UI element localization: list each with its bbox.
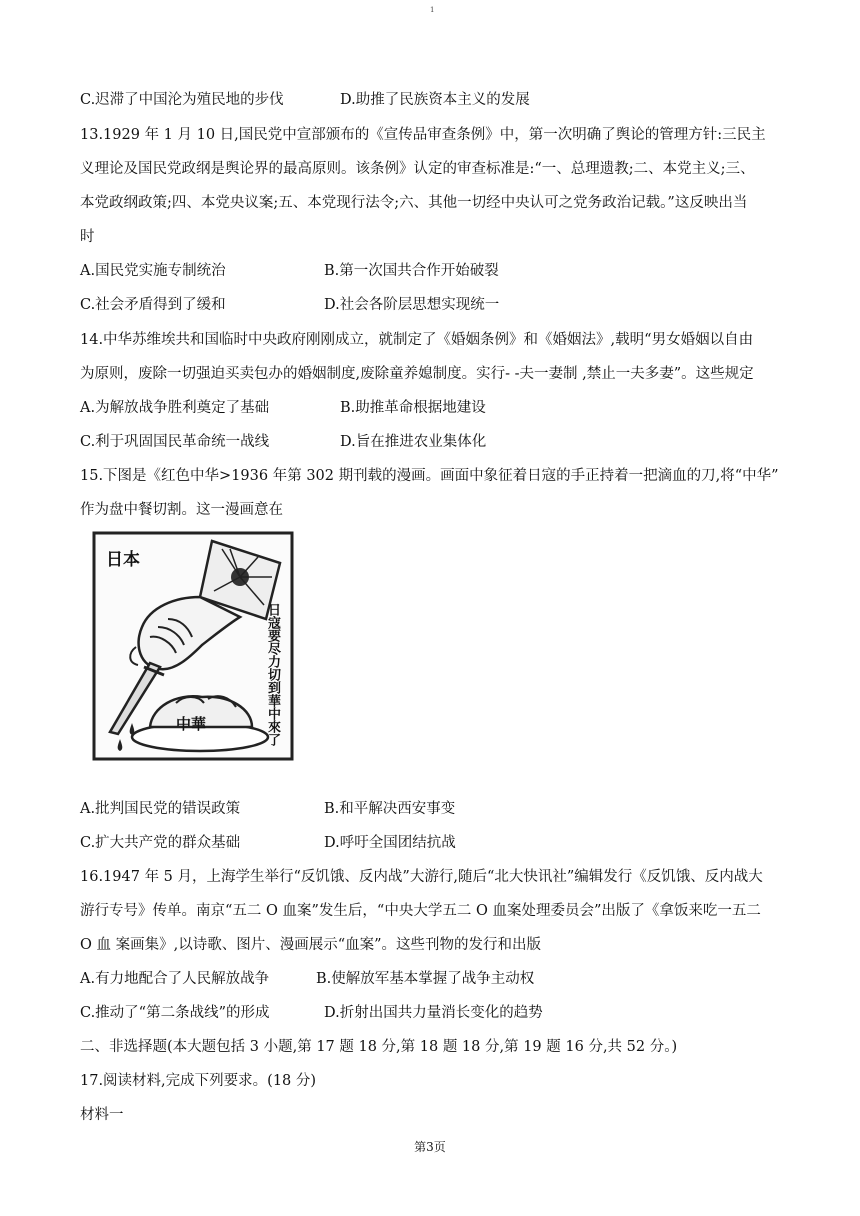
- q12-option-c: C.迟滞了中国沦为殖民地的步伐: [80, 92, 284, 108]
- page-number: 第3页: [414, 1140, 446, 1154]
- q13-stem-line-3: 本党政纲政策;四、本党央议案;五、本党现行法令;六、其他一切经中央认可之党务政治记载。”这反映出当: [80, 195, 748, 211]
- q13-option-c: C.社会矛盾得到了缓和: [80, 297, 226, 313]
- q13-option-b: B.第一次国共合作开始破裂: [324, 263, 499, 279]
- q15-stem-line-1: 15.下图是《红色中华>1936 年第 302 期刊载的漫画。画面中象征着日寇的手正持着一把滴血的刀,将“中华”: [80, 468, 779, 484]
- material-one-label: 材料一: [80, 1107, 124, 1123]
- q16-option-a: A.有力地配合了人民解放战争: [80, 971, 270, 987]
- q16-option-c: C.推动了“第二条战线”的形成: [80, 1005, 270, 1021]
- q14-stem-line-2: 为原则，废除一切强迫买卖包办的婚姻制度,废除童养媳制度。实行- -夫一妻制 ,禁止一夫多妻”。这些规定: [80, 366, 754, 382]
- cartoon-side-caption: 日寇要尽力切到華中來了: [265, 603, 280, 746]
- q15-option-b: B.和平解决西安事变: [324, 801, 456, 817]
- q13-stem-line-2: 义理论及国民党政纲是舆论界的最高原则。该条例》认定的审查标准是:“一、总理遗教;二、本党主义;三、: [80, 161, 755, 177]
- q17-heading: 17.阅读材料,完成下列要求。(18 分): [80, 1073, 317, 1089]
- q14-option-b: B.助推革命根据地建设: [340, 400, 486, 416]
- q16-stem-line-1: 16.1947 年 5 月，上海学生举行“反饥饿、反内战”大游行,随后“北大快讯社”编辑发行《反饥饿、反内战大: [80, 869, 763, 885]
- q15-stem-line-2: 作为盘中餐切割。这一漫画意在: [80, 502, 283, 518]
- q14-option-d: D.旨在推进农业集体化: [340, 434, 487, 450]
- cartoon-label-china: 中華: [176, 715, 207, 733]
- q14-option-c: C.利于巩固国民革命统一战线: [80, 434, 270, 450]
- q14-option-a: A.为解放战争胜利奠定了基础: [80, 400, 270, 416]
- q14-stem-line-1: 14.中华苏维埃共和国临时中央政府刚刚成立，就制定了《婚姻条例》和《婚姻法》,载明“男女婚姻以自由: [80, 332, 754, 348]
- q15-option-c: C.扩大共产党的群众基础: [80, 835, 241, 851]
- q15-option-d: D.呼吁全国团结抗战: [324, 835, 456, 851]
- section-two-heading: 二、非选择题(本大题包括 3 小题,第 17 题 18 分,第 18 题 18 分,第 19 题 16 分,共 52 分。): [80, 1039, 678, 1055]
- q12-option-d: D.助推了民族资本主义的发展: [340, 92, 530, 108]
- q16-stem-line-3: O 血 案画集》,以诗歌、图片、漫画展示“血案”。这些刊物的发行和出版: [80, 937, 542, 953]
- q16-option-b: B.使解放军基本掌握了战争主动权: [316, 971, 535, 987]
- japanese-invasion-cartoon: [80, 527, 298, 781]
- q13-stem-line-4: 时: [80, 229, 95, 245]
- q13-stem-line-1: 13.1929 年 1 月 10 日,国民党中宣部颁布的《宣传品审查条例》中，第一次明确了舆论的管理方针:三民主: [80, 127, 766, 143]
- q13-option-a: A.国民党实施专制统治: [80, 263, 226, 279]
- q13-option-d: D.社会各阶层思想实现统一: [324, 297, 500, 313]
- q16-option-d: D.折射出国共力量消长变化的趋势: [324, 1005, 543, 1021]
- page-mark: 1: [430, 6, 435, 14]
- q15-option-a: A.批判国民党的错误政策: [80, 801, 241, 817]
- cartoon-label-japan: 日本: [106, 550, 140, 570]
- q16-stem-line-2: 游行专号》传单。南京“五二 O 血案”发生后，“中央大学五二 O 血案处理委员会”出版了《拿饭来吃一五二: [80, 903, 761, 919]
